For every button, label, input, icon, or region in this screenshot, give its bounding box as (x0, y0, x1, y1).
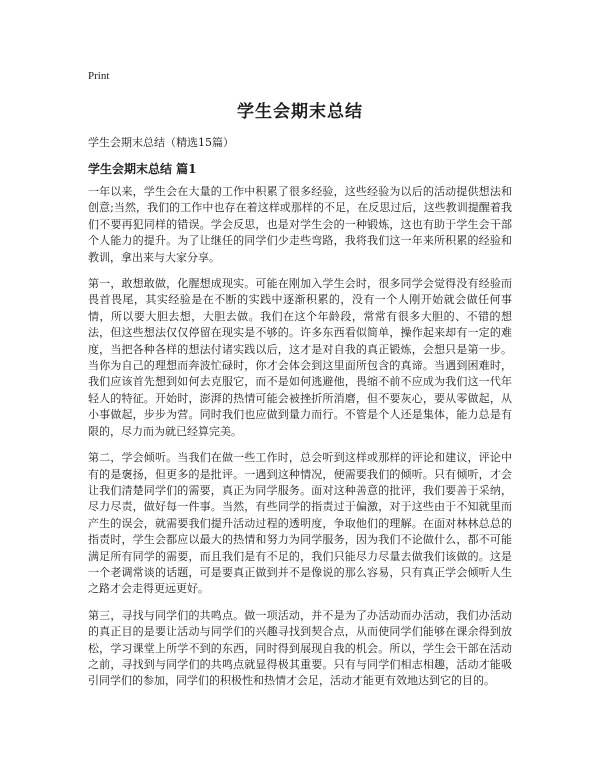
print-link[interactable]: Print (88, 70, 110, 82)
paragraph-4: 第三，寻找与同学们的共鸣点。做一项活动，并不是为了办活动而办活动，我们办活动的真正目的是要让活动与同学们的兴趣寻找到契合点，从而使同学们能够在课余得到放松，学习课堂上所学不到的东西，同时得到展现自我的机会。所以，学生会干部在活动之前，寻找到与同学们的共鸣点就显得极其重要。只有与同学们相志相趣，活动才能吸引同学们的参加，同学们的积极性和热情才会足，活动才能更有效地达到它的目的。 (88, 608, 512, 688)
paragraph-2: 第一，敢想敢做，化腥想成现实。可能在刚加入学生会时，很多同学会觉得没有经验而畏首畏尾，其实经验是在不断的实践中逐渐积累的，没有一个人刚开始就会做任何事情，所以要大胆去想，大胆去做。我们在这个年龄段，常常有很多大胆的、不错的想法，但这些想法仅仅停留在现实是不够的。许多东西看似简单，操作起来却有一定的难度，当把各种各样的想法付诸实践以后，这才是对自我的真正锻炼，会想只是第一步。当你为自己的理想而奔波忙碌时，你才会体会到这里面所包含的真谛。当遇到困难时，我们应该首先想到如何去克服它，而不是如何逃避他，畏缩不前不应成为我们这一代年轻人的特征。开始时，澎湃的热情可能会被挫折所消磨，但不要灰心，要从零做起，从小事做起，步步为营。同时我们也应做到量力而行。不管是个人还是集体，能力总是有限的，尽力而为就已经算完美。 (88, 277, 512, 438)
page-title: 学生会期末总结 (237, 102, 363, 122)
paragraph-3: 第二，学会倾听。当我们在做一些工作时，总会听到这样或那样的评论和建议，评论中有的是褒扬，但更多的是批评。一遇到这种情况，便需要我们的倾听。只有倾听，才会让我们清楚同学们的需要，真正为同学服务。面对这种善意的批评，我们要善于采纳，尽力尽责，做好每一件事。当然，有些同学的指责过于偏激，对于这些由于不知就里而产生的误会，就需要我们提升活动过程的透明度，争取他们的理解。在面对林林总总的指责时，学生会都应以最大的热情和努力为同学服务，因为我们不论做什么，都不可能满足所有同学的需要，而且我们是有不足的，我们只能尽力尽量去做我们该做的。这是一个老调常谈的话题，可是要真正做到并不是像说的那么容易，只有真正学会倾听人生之路才会走得更远更好。 (88, 451, 512, 596)
paragraph-1: 一年以来，学生会在大量的工作中积累了很多经验，这些经验为以后的活动提供想法和创意;当然，我们的工作中也存在着这样或那样的不足，在反思过后，这些教训提醒着我们不要再犯同样的错误。学会反思，也是对学生会的一种锻炼，这也有助于学生会干部个人能力的提升。为了让继任的同学们少走些弯路，我将我们这一年来所积累的经验和教训，拿出来与大家分享。 (88, 185, 512, 264)
section-heading: 学生会期末总结 篇1 (88, 162, 197, 176)
article-body (88, 184, 512, 700)
document-subtitle: 学生会期末总结（精选15篇） (88, 136, 234, 149)
